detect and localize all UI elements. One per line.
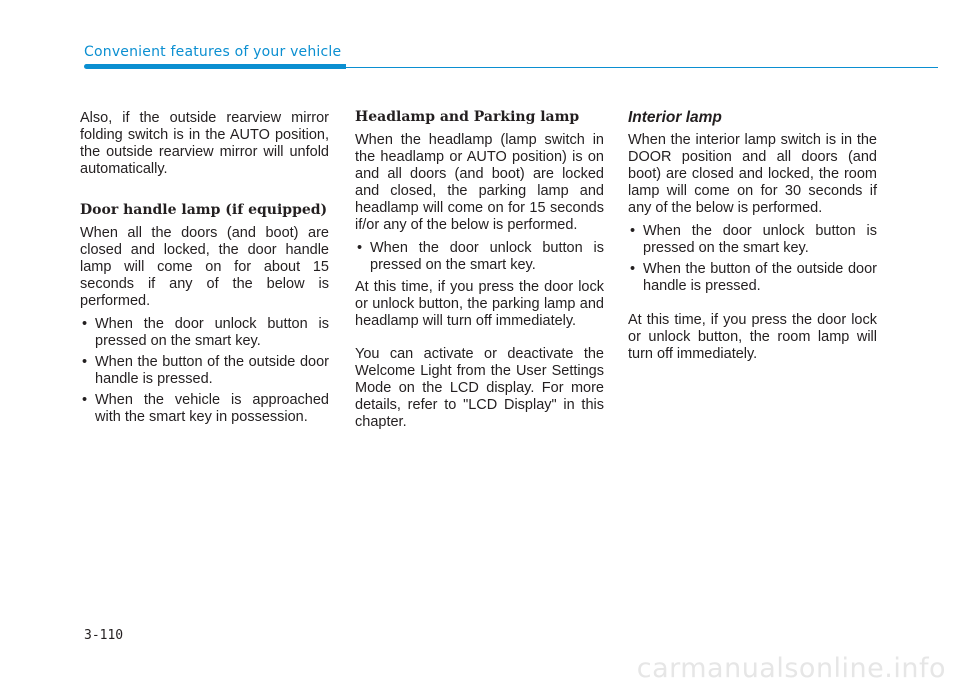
mirror-unfold-text: Also, if the outside rearview mirror folding switch is in the AUTO position, the outside rearview mirror will unfold automatically. [80, 110, 329, 177]
list-item: • When the vehicle is approached with the smart key in possession. [80, 392, 329, 426]
interior-lamp-heading: Interior lamp [628, 109, 722, 126]
list-item: • When the door unlock button is pressed on the smart key. [80, 316, 329, 350]
list-item: • When the button of the outside door handle is pressed. [628, 261, 877, 295]
watermark: carmanualsonline.info [636, 653, 946, 684]
section-title: Convenient features of your vehicle [84, 44, 342, 60]
column-2 [355, 110, 604, 431]
door-handle-lamp-body: When all the doors (and boot) are closed and locked, the door handle lamp will come on for about 15 seconds if any of the below is performed. [80, 225, 329, 309]
list-item: • When the door unlock button is pressed on the smart key. [355, 240, 604, 274]
door-handle-lamp-heading: Door handle lamp (if equipped) [80, 202, 328, 218]
header-accent-bar [84, 64, 346, 69]
room-lamp-turn-off-text: At this time, if you press the door lock or unlock button, the room lamp will turn off immediately. [628, 312, 877, 362]
column-3 [628, 110, 877, 363]
header-rule [346, 67, 938, 68]
list-item: • When the door unlock button is pressed on the smart key. [628, 223, 877, 257]
headlamp-parking-lamp-heading: Headlamp and Parking lamp [355, 109, 580, 125]
interior-lamp-body: When the interior lamp switch is in the DOOR position and all doors (and boot) are closed and locked, the room lamp will come on for 30 seconds if any of the below is performed. [628, 132, 877, 216]
headlamp-list [355, 240, 604, 274]
list-item: • When the button of the outside door handle is pressed. [80, 354, 329, 388]
column-1 [80, 110, 329, 426]
headlamp-body: When the headlamp (lamp switch in the headlamp or AUTO position) is on and all doors (and boot) are locked and closed, the parking lamp and headlamp will come on for 15 seconds if/or any of the below is performed. [355, 132, 604, 233]
page-number: 3-110 [84, 628, 124, 643]
door-handle-lamp-list [80, 316, 329, 426]
interior-lamp-list [628, 223, 877, 295]
welcome-light-note: You can activate or deactivate the Welcome Light from the User Settings Mode on the LCD display. For more details, refer to "LCD Display" in this chapter. [355, 346, 604, 430]
headlamp-turn-off-text: At this time, if you press the door lock or unlock button, the parking lamp and headlamp will turn off immediately. [355, 279, 604, 329]
